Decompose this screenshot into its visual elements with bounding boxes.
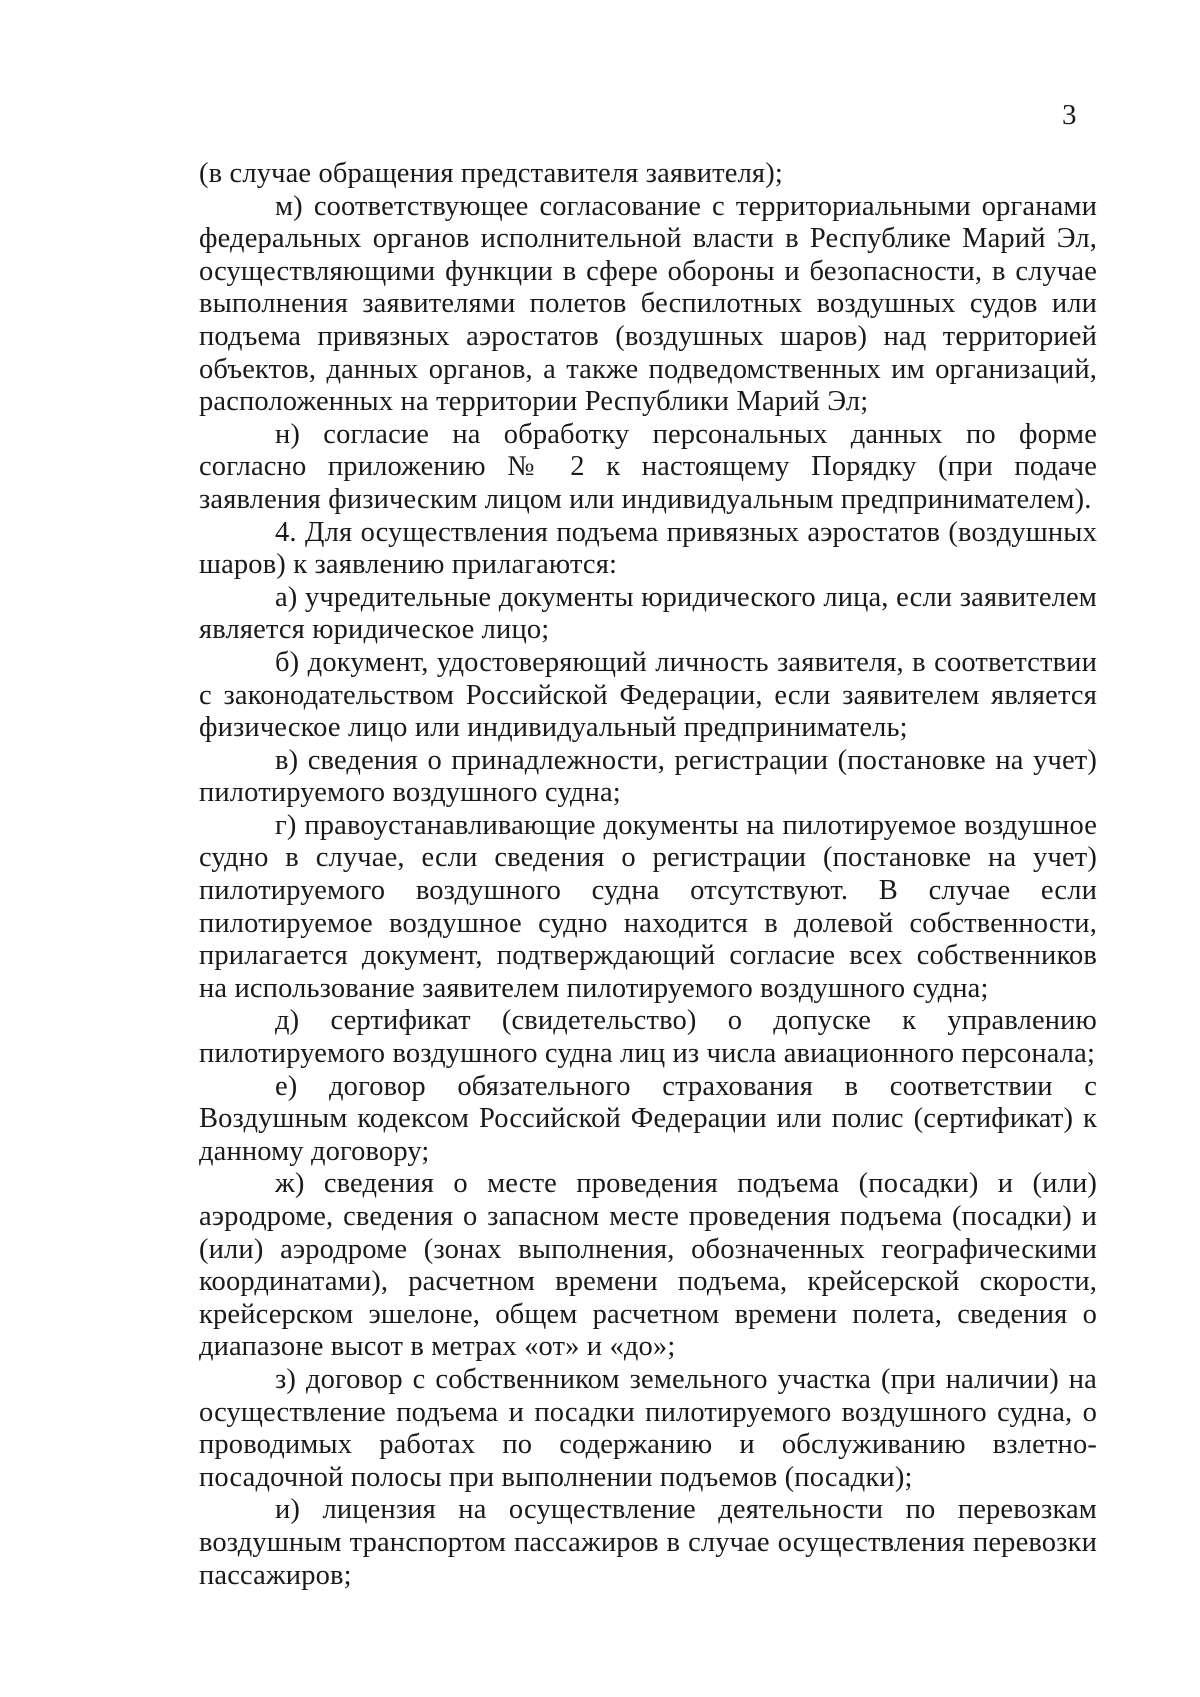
paragraph-item-g: г) правоустанавливающие документы на пилотируемое воздушное судно в случае, если сведения о регистрации (постановке на учет) пилотируемого воздушного судна отсутствуют. В случае если пилотируемое воздушное судно находится в долевой собственности, прилагается документ, подтверждающий согласие всех собственников на использование заявителем пилотируемого воздушного судна; (199, 809, 1097, 1004)
paragraph-item-zh: ж) сведения о месте проведения подъема (посадки) и (или) аэродроме, сведения о запасном месте проведения подъема (посадки) и (или) аэродроме (зонах выполнения, обозначенных географическими координатами), расчетном времени подъема, крейсерской скорости, крейсерском эшелоне, общем расчетном времени полета, сведения о диапазоне высот в метрах «от» и «до»; (199, 1168, 1097, 1363)
paragraph-item-n: н) согласие на обработку персональных данных по форме согласно приложению № 2 к настоящему Порядку (при подаче заявления физическим лицом или индивидуальным предпринимателем). (199, 418, 1097, 515)
paragraph-item-b: б) документ, удостоверяющий личность заявителя, в соответствии с законодательством Российской Федерации, если заявителем является физическое лицо или индивидуальный предприниматель; (199, 646, 1097, 744)
paragraph-item-e: е) договор обязательного страхования в соответствии с Воздушным кодексом Российской Федерации или полис (сертификат) к данному договору; (199, 1070, 1097, 1167)
paragraph-item-i: и) лицензия на осуществление деятельности по перевозкам воздушным транспортом пассажиров в случае осуществления перевозки пассажиров; (199, 1494, 1097, 1591)
paragraph-item-a: а) учредительные документы юридического лица, если заявителем является юридическое лицо; (199, 581, 1097, 646)
paragraph-item-z: з) договор с собственником земельного участка (при наличии) на осуществление подъема и посадки пилотируемого воздушного судна, о проводимых работах по содержанию и обслуживанию взлетно-посадочной полосы при выполнении подъемов (посадки); (199, 1363, 1097, 1493)
document-body (199, 158, 1097, 1592)
paragraph-item-v: в) сведения о принадлежности, регистрации (постановке на учет) пилотируемого воздушного судна; (199, 744, 1097, 809)
paragraph-section-4: 4. Для осуществления подъема привязных аэростатов (воздушных шаров) к заявлению прилагаются: (199, 516, 1097, 581)
page-number: 3 (1062, 99, 1077, 131)
paragraph-continuation: (в случае обращения представителя заявителя); (199, 158, 783, 189)
paragraph-item-d: д) сертификат (свидетельство) о допуске к управлению пилотируемого воздушного судна лиц из числа авиационного персонала; (199, 1005, 1097, 1070)
paragraph-item-m: м) соответствующее согласование с территориальными органами федеральных органов исполнительной власти в Республике Марий Эл, осуществляющими функции в сфере обороны и безопасности, в случае выполнения заявителями полетов беспилотных воздушных судов или подъема привязных аэростатов (воздушных шаров) над территорией объектов, данных органов, а также подведомственных им организаций, расположенных на территории Республики Марий Эл; (199, 190, 1097, 418)
